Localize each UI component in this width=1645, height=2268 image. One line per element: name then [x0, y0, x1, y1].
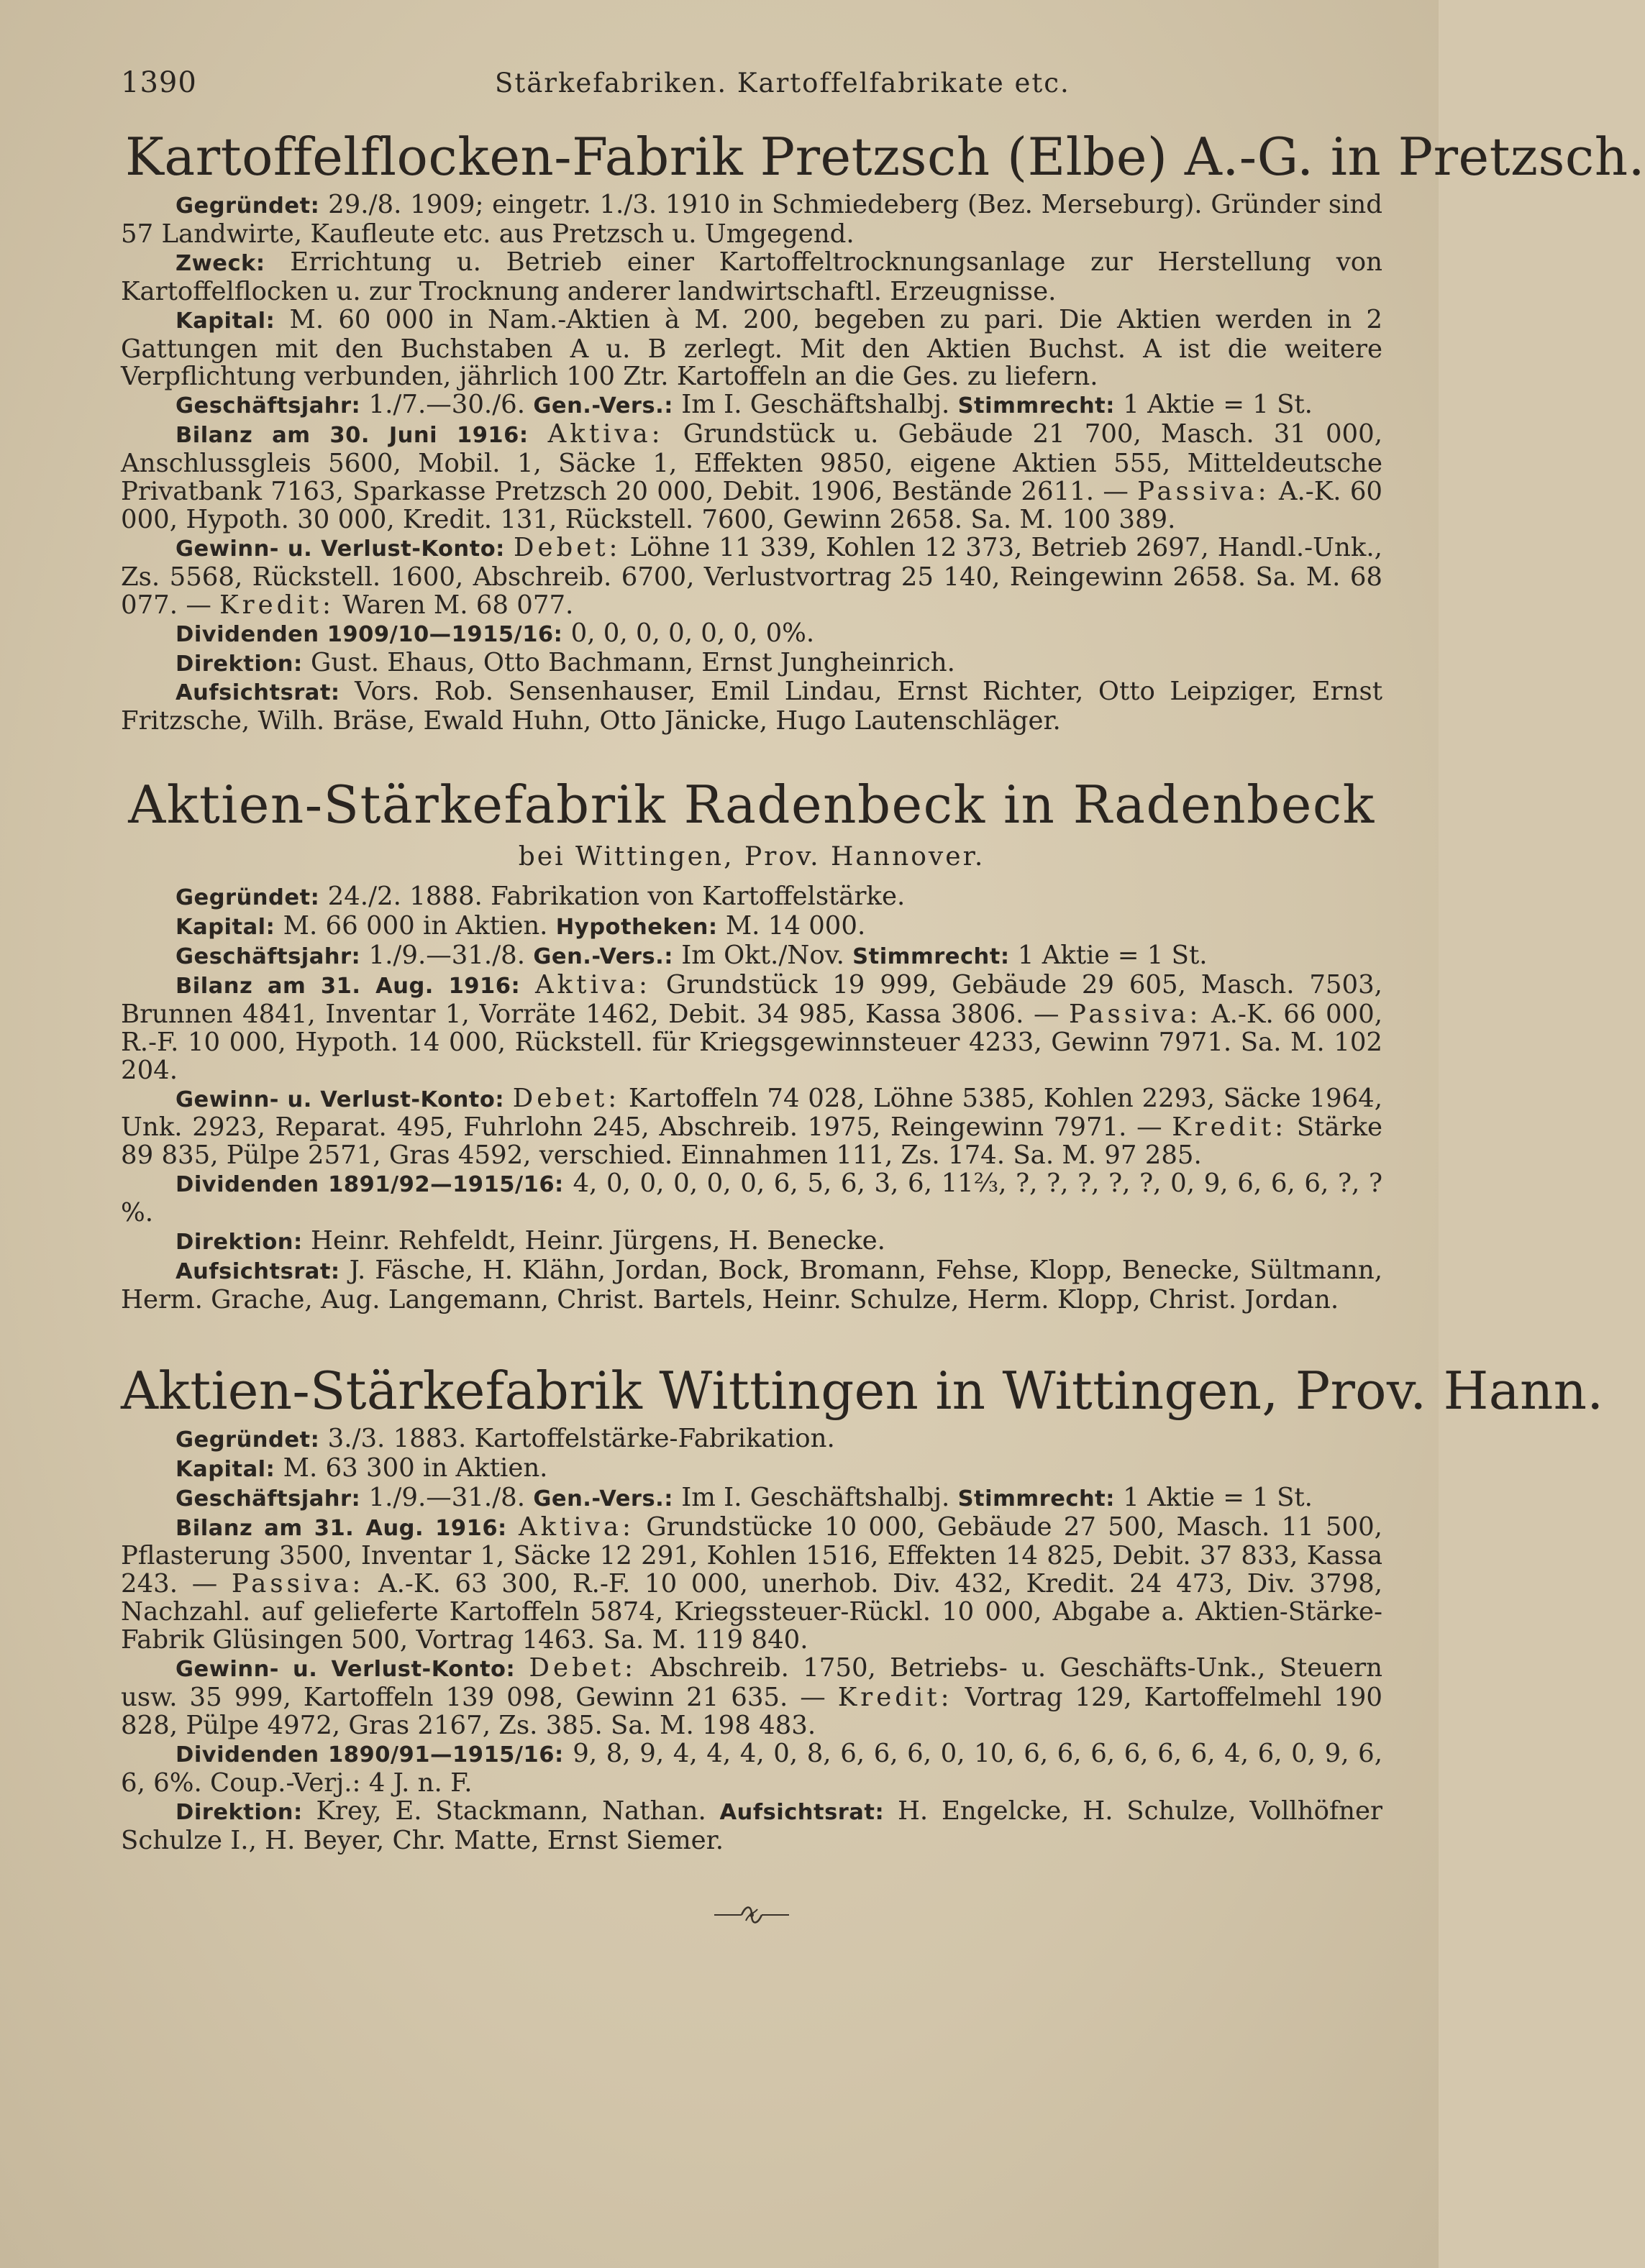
entry-label: Direktion:	[176, 1230, 303, 1256]
entry-capital	[121, 1455, 1382, 1484]
page-number: 1390	[121, 66, 197, 99]
entry-text: Abschreib. 1750, Betriebs- u. Geschäfts-Unk., Steuern usw. 35 999, Kartoffeln 139 098, Gewinn 21 635. —	[121, 1653, 1383, 1712]
entry-management	[121, 649, 1382, 679]
entry-text: 3./3. 1883. Kartoffelstärke-Fabrikation.	[327, 1423, 835, 1453]
entry-label: Kapital:	[176, 915, 275, 941]
entry-text: Im I. Geschäftshalbj.	[681, 1482, 950, 1512]
entry-text: J. Fäsche, H. Klähn, Jordan, Bock, Bromann, Fehse, Klopp, Benecke, Sültmann, Herm. Grache, Aug. Langemann, Christ. Bartels, Heinr. Schulze, Herm. Klopp, Christ. Jordan.	[121, 1256, 1382, 1314]
company-title: Aktien-Stärkefabrik Wittingen in Wittingen, Prov. Hann.	[121, 1360, 1604, 1421]
entry-label: Geschäftsjahr:	[176, 1486, 361, 1512]
entry-spaced-label: Aktiva:	[535, 969, 651, 1000]
company-title: Kartoffelflocken-Fabrik Pretzsch (Elbe) A.-G. in Pretzsch.	[125, 127, 1645, 187]
entry-label: Stimmrecht:	[957, 393, 1115, 419]
entry-text: Errichtung u. Betrieb einer Kartoffeltrocknungsanlage zur Herstellung von Kartoffelflocken u. zur Trocknung anderer landwirtschaftl. Erzeugnisse.	[121, 247, 1383, 306]
entry-board	[121, 678, 1382, 736]
running-head	[121, 66, 1382, 102]
entry-text: 1 Aktie = 1 St.	[1123, 390, 1313, 420]
entry-label: Gewinn- u. Verlust-Konto:	[176, 536, 505, 562]
entry-spaced-label: Kredit:	[219, 590, 334, 620]
entry-board	[121, 1257, 1382, 1314]
entry-text: Waren M. 68 077.	[342, 590, 574, 620]
entry-label: Geschäftsjahr:	[176, 393, 361, 419]
entry-text: M. 14 000.	[725, 911, 866, 941]
entry-balance	[121, 421, 1382, 534]
entry-balance	[121, 971, 1382, 1085]
sections	[121, 122, 1645, 1934]
entry-spaced-label: Passiva:	[1137, 477, 1270, 507]
entry-text: Krey, E. Stackmann, Nathan.	[316, 1796, 706, 1826]
entry-text: H. Engelcke, H. Schulze, Vollhöfner Schulze I., H. Beyer, Chr. Matte, Ernst Siemer.	[121, 1796, 1382, 1855]
entry-text: A.-K. 60 000, Hypoth. 30 000, Kredit. 131, Rückstell. 7600, Gewinn 2658. Sa. M. 100 389.	[121, 477, 1382, 534]
entry-label: Dividenden 1891/92—1915/16:	[176, 1172, 564, 1198]
entry-label: Gen.-Vers.:	[533, 393, 673, 419]
entry-label: Dividenden 1909/10—1915/16:	[176, 621, 563, 647]
company-entry-pretzsch	[121, 122, 1645, 736]
entry-dividends	[121, 1170, 1382, 1227]
entry-spaced-label: Debet:	[529, 1653, 637, 1683]
ornament-divider-icon	[121, 1899, 1382, 1934]
entry-text: 1 Aktie = 1 St.	[1123, 1482, 1313, 1512]
entry-purpose	[121, 249, 1382, 306]
entry-profit-loss	[121, 534, 1382, 620]
entry-label: Gegründet:	[176, 885, 320, 911]
entry-text: Vors. Rob. Sensenhauser, Emil Lindau, Ernst Richter, Otto Leipziger, Ernst Fritzsche, Wilh. Bräse, Ewald Huhn, Otto Jänicke, Hugo Lautenschläger.	[121, 677, 1382, 736]
entry-label: Aufsichtsrat:	[176, 680, 340, 706]
entry-text: Grundstück u. Gebäude 21 700, Masch. 31 000, Anschlussgleis 5600, Mobil. 1, Säcke 1, Effekten 9850, eigene Aktien 555, Mitteldeutsche Privatbank 7163, Sparkasse Pretzsch 20 000, Debit. 1906, Bestände 2611. —	[121, 419, 1382, 507]
entry-text: 1./9.—31./8.	[368, 1482, 526, 1512]
entry-text: 0, 0, 0, 0, 0, 0, 0%.	[570, 618, 815, 648]
entry-spaced-label: Debet:	[512, 1083, 621, 1113]
entry-text: 1./9.—31./8.	[368, 941, 526, 971]
entry-label: Bilanz am 31. Aug. 1916:	[176, 973, 521, 999]
entry-text: Löhne 11 339, Kohlen 12 373, Betrieb 2697, Handl.-Unk., Zs. 5568, Rückstell. 1600, Abschreib. 6700, Verlustvortrag 25 140, Reingewinn 2658. Sa. M. 68 077. —	[121, 532, 1382, 620]
entry-text: M. 60 000 in Nam.-Aktien à M. 200, begeben zu pari. Die Aktien werden in 2 Gattungen mit den Buchstaben A u. B zerlegt. Mit den Aktien Buchst. A ist die weitere Verpflichtung verbunden, jährlich 100 Ztr. Kartoffeln an die Ges. zu liefern.	[121, 304, 1382, 392]
entry-spaced-label: Passiva:	[1069, 999, 1202, 1029]
entry-label: Geschäftsjahr:	[176, 944, 361, 970]
entry-spaced-label: Aktiva:	[519, 1512, 634, 1542]
entry-text: Im Okt./Nov.	[681, 941, 844, 971]
entry-text: M. 63 300 in Aktien.	[283, 1453, 548, 1483]
entry-text: 1./7.—30./6.	[368, 390, 526, 420]
entry-label: Gewinn- u. Verlust-Konto:	[176, 1657, 516, 1683]
entry-spaced-label: Debet:	[514, 532, 621, 562]
entry-label: Gegründet:	[176, 1427, 320, 1453]
entry-management-board	[121, 1798, 1382, 1855]
entry-label: Stimmrecht:	[852, 944, 1010, 970]
entry-label: Gen.-Vers.:	[533, 944, 673, 970]
entry-label: Aufsichtsrat:	[719, 1799, 885, 1825]
entry-label: Bilanz am 31. Aug. 1916:	[176, 1515, 507, 1541]
entry-label: Direktion:	[176, 1799, 303, 1825]
company-entry-wittingen	[121, 1356, 1604, 1855]
entry-text: Kartoffeln 74 028, Löhne 5385, Kohlen 2293, Säcke 1964, Unk. 2923, Reparat. 495, Fuhrlohn 245, Abschreib. 1975, Reingewinn 7971. —	[121, 1083, 1382, 1143]
entry-text: 29./8. 1909; eingetr. 1./3. 1910 in Schmiedeberg (Bez. Merseburg). Gründer sind 57 Landwirte, Kaufleute etc. aus Pretzsch u. Umgegend.	[121, 190, 1382, 249]
entry-fiscal-year	[121, 391, 1382, 421]
entry-label: Kapital:	[176, 1456, 275, 1482]
entry-profit-loss	[121, 1085, 1382, 1171]
entry-label: Bilanz am 30. Juni 1916:	[176, 423, 529, 449]
entry-text: Im I. Geschäftshalbj.	[681, 390, 950, 420]
entry-text: Stärke 89 835, Pülpe 2571, Gras 4592, verschied. Einnahmen 111, Zs. 174. Sa. M. 97 285.	[121, 1112, 1382, 1171]
entry-label: Gegründet:	[176, 193, 320, 219]
entry-profit-loss	[121, 1655, 1382, 1740]
entry-text: 4, 0, 0, 0, 0, 0, 6, 5, 6, 3, 6, 11⅔, ?, ?, ?, ?, ?, 0, 9, 6, 6, 6, ?, ?%.	[121, 1169, 1382, 1228]
entry-spaced-label: Kredit:	[1172, 1112, 1288, 1143]
entry-text: 9, 8, 9, 4, 4, 4, 0, 8, 6, 6, 6, 0, 10, 6, 6, 6, 6, 6, 6, 4, 6, 0, 9, 6, 6, 6%. Coup.-Verj.: 4 J. n. F.	[121, 1738, 1382, 1798]
entry-spaced-label: Aktiva:	[547, 419, 664, 449]
entry-dividends	[121, 1740, 1382, 1798]
entry-text: Heinr. Rehfeldt, Heinr. Jürgens, H. Benecke.	[310, 1226, 885, 1256]
entry-label: Gen.-Vers.:	[533, 1486, 673, 1512]
entry-text: A.-K. 66 000, R.-F. 10 000, Hypoth. 14 000, Rückstell. für Kriegsgewinnsteuer 4233, Gewinn 7971. Sa. M. 102 204.	[121, 999, 1382, 1085]
company-title: Aktien-Stärkefabrik Radenbeck in Radenbeck	[128, 774, 1375, 836]
entry-label: Gewinn- u. Verlust-Konto:	[176, 1087, 505, 1112]
company-subtitle: bei Wittingen, Prov. Hannover.	[518, 842, 985, 872]
entry-text: Vortrag 129, Kartoffelmehl 190 828, Pülpe 4972, Gras 2167, Zs. 385. Sa. M. 198 483.	[121, 1682, 1382, 1740]
entry-fiscal-year	[121, 942, 1382, 971]
entry-text: M. 66 000 in Aktien.	[283, 911, 548, 941]
entry-label: Hypotheken:	[555, 915, 718, 941]
entry-text: 1 Aktie = 1 St.	[1017, 941, 1208, 971]
entry-founded	[121, 191, 1382, 249]
entry-label: Stimmrecht:	[957, 1486, 1115, 1512]
entry-capital	[121, 306, 1382, 392]
entry-founded	[121, 1425, 1382, 1455]
entry-dividends	[121, 620, 1382, 649]
entry-label: Kapital:	[176, 308, 275, 334]
entry-label: Zweck:	[176, 250, 265, 276]
entry-text: Grundstücke 10 000, Gebäude 27 500, Masch. 11 500, Pflasterung 3500, Inventar 1, Säcke 12 291, Kohlen 1516, Effekten 14 825, Debit. 37 833, Kassa 243. —	[121, 1512, 1382, 1599]
running-title: Stärkefabriken. Kartoffelfabrikate etc.	[495, 68, 1070, 99]
entry-label: Direktion:	[176, 651, 303, 677]
entry-founded	[121, 883, 1382, 913]
entry-text: Gust. Ehaus, Otto Bachmann, Ernst Jungheinrich.	[310, 647, 955, 677]
entry-text: 24./2. 1888. Fabrikation von Kartoffelstärke.	[327, 882, 906, 912]
entry-management	[121, 1227, 1382, 1257]
entry-balance	[121, 1514, 1382, 1655]
entry-spaced-label: Kredit:	[837, 1682, 953, 1712]
company-entry-radenbeck	[121, 770, 1382, 1314]
entry-text: Grundstück 19 999, Gebäude 29 605, Masch. 7503, Brunnen 4841, Inventar 1, Vorräte 1462, Debit. 34 985, Kassa 3806. —	[121, 969, 1382, 1029]
entry-text: A.-K. 63 300, R.-F. 10 000, unerhob. Div. 432, Kredit. 24 473, Div. 3798, Nachzahl. auf gelieferte Kartoffeln 5874, Kriegssteuer-Rückl. 10 000, Abgabe a. Aktien-Stärke-Fabrik Glüsingen 500, Vortrag 1463. Sa. M. 119 840.	[121, 1569, 1383, 1655]
entry-fiscal-year	[121, 1484, 1382, 1514]
entry-label: Dividenden 1890/91—1915/16:	[176, 1742, 564, 1768]
entry-spaced-label: Passiva:	[231, 1569, 365, 1599]
entry-label: Aufsichtsrat:	[176, 1259, 340, 1284]
entry-capital	[121, 913, 1382, 942]
